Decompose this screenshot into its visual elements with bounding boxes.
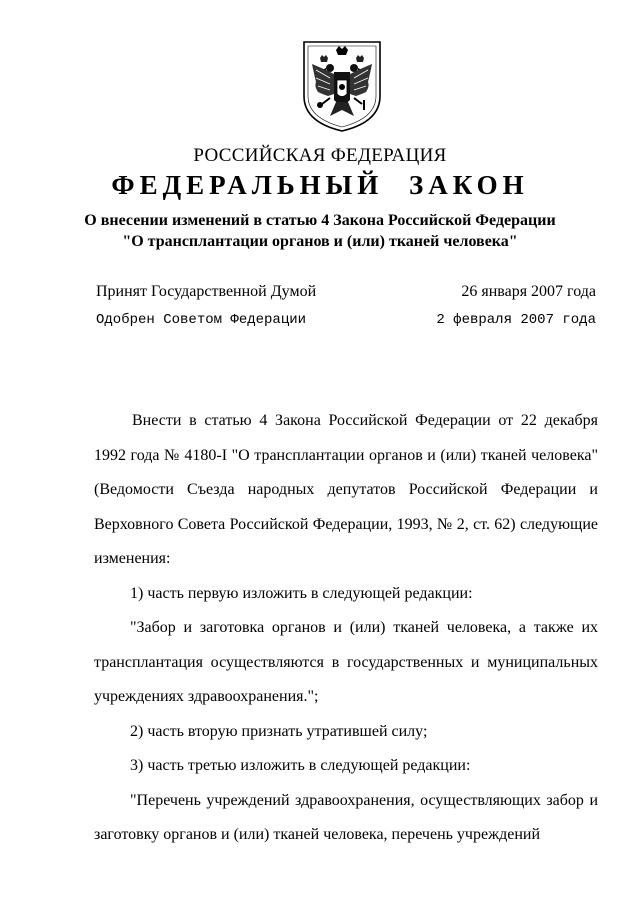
duma-adoption-label: Принят Государственной Думой (96, 283, 317, 300)
amendment-item-2: 2) часть вторую признать утратившей силу; (130, 722, 428, 740)
country-name: РОССИЙСКАЯ ФЕДЕРАЦИЯ (193, 145, 447, 166)
law-body (94, 404, 598, 853)
document-title-line-2: "О трансплантации органов и (или) тканей человека" (122, 233, 518, 250)
council-approval-label: Одобрен Советом Федерации (96, 312, 307, 328)
duma-adoption-row (96, 283, 596, 303)
amendment-item-1-text: "Забор и заготовка органов и (или) тканей человека, а также их трансплантация осуществляются в государственных и муниципальных учреждениях здравоохранения."; (94, 619, 598, 705)
intro-paragraph: Внести в статью 4 Закона Российской Федерации от 22 декабря 1992 года № 4180-I "О трансплантации органов и (или) тканей человека" (Ведомости Съезда народных депутатов Российской Федерации и Верховного Совета Российской Федерации, 1993, № 2, ст. 62) следующие изменения: (94, 412, 598, 567)
duma-adoption-date: 26 января 2007 года (461, 283, 596, 300)
council-approval-date: 2 февраля 2007 года (436, 312, 596, 328)
document-title (0, 210, 640, 252)
council-approval-row (96, 312, 596, 332)
amendment-item-3-text: "Перечень учреждений здравоохранения, осуществляющих забор и заготовку органов и (или) тканей человека, перечень учреждений (94, 791, 598, 843)
coat-of-arms-icon (300, 38, 384, 134)
amendment-item-1: 1) часть первую изложить в следующей редакции: (130, 584, 473, 602)
document-type: ФЕДЕРАЛЬНЫЙ ЗАКОН (111, 170, 529, 200)
amendment-item-3: 3) часть третью изложить в следующей редакции: (130, 757, 471, 774)
document-title-line-1: О внесении изменений в статью 4 Закона Российской Федерации (84, 212, 556, 229)
